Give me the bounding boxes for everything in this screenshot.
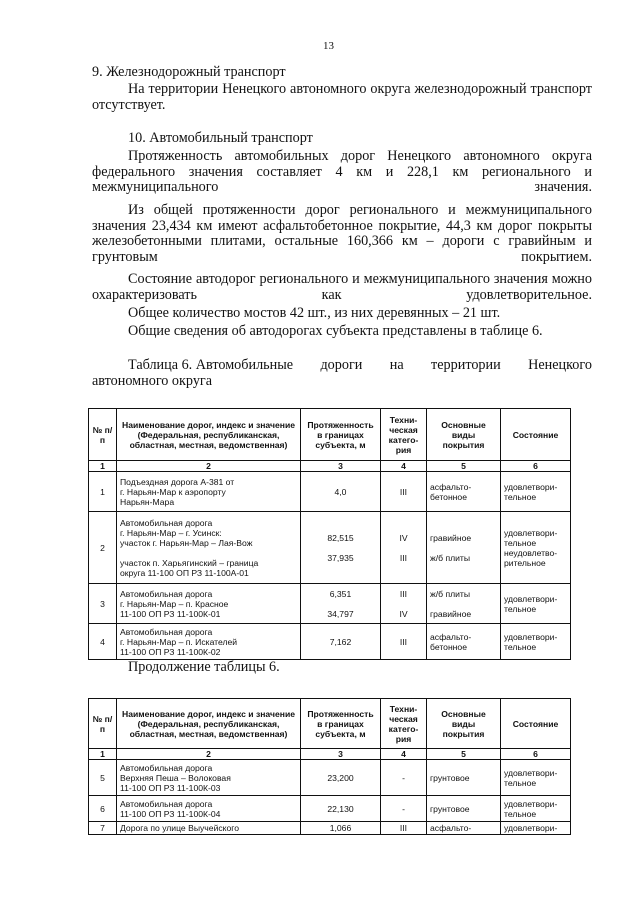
cell-num: 3 [89,584,117,624]
cell-name: Автомобильная дорога Верхняя Пеша – Волоковая 11-100 ОП РЗ 11-100К-03 [117,760,301,796]
section-heading-road: 10. Автомобильный транспорт [128,130,313,146]
cell-surface: асфальто- бетонное [427,624,501,660]
cell-condition: удовлетвори- тельное [501,624,571,660]
cell-condition: удовлетвори- тельное [501,760,571,796]
cell-num: 7 [89,822,117,835]
table-row [89,760,571,796]
cell-category: III IV [381,584,427,624]
table-row [89,584,571,624]
cell-category: III [381,822,427,835]
header-condition: Состояние [501,409,571,461]
cell-name: Автомобильная дорога г. Нарьян-Мар – г. Усинск: участок г. Нарьян-Мар – Лая-Вож участок п. Харьягинский – граница округа 11-100 ОП РЗ 11-100А-01 [117,512,301,584]
col-number: 4 [381,461,427,472]
paragraph-road-length: Протяженность автомобильных дорог Ненецкого автономного округа федерального значения составляет 4 км и 228,1 км регионального и межмуниципального значения. [92,148,592,196]
paragraph-railway: На территории Ненецкого автономного округа железнодорожный транспорт отсутствует. [92,81,592,113]
cell-name: Автомобильная дорога 11-100 ОП РЗ 11-100К-04 [117,796,301,822]
header-category: Техни- ческая катего- рия [381,699,427,749]
cell-category: - [381,796,427,822]
cell-num: 6 [89,796,117,822]
cell-category: IV III [381,512,427,584]
cell-length: 7,162 [301,624,381,660]
header-num: № п/п [89,409,117,461]
header-name: Наименование дорог, индекс и значение (Федеральная, республиканская, областная, местная, ведомственная) [117,699,301,749]
col-number: 3 [301,749,381,760]
header-surface: Основные виды покрытия [427,699,501,749]
section-heading-railway: 9. Железнодорожный транспорт [92,64,286,80]
table-row [89,624,571,660]
col-number: 5 [427,461,501,472]
cell-surface: асфальто- [427,822,501,835]
cell-length: 6,351 34,797 [301,584,381,624]
continuation-title: Продолжение таблицы 6. [128,659,280,675]
col-number: 1 [89,461,117,472]
column-number-row [89,461,571,472]
cell-length: 23,200 [301,760,381,796]
header-name: Наименование дорог, индекс и значение (Федеральная, республиканская, областная, местная, ведомственная) [117,409,301,461]
table-header-row [89,699,571,749]
cell-name: Подъездная дорога А-381 от г. Нарьян-Мар к аэропорту Нарьян-Мара [117,472,301,512]
cell-name: Дорога по улице Выучейского [117,822,301,835]
header-num: № п/п [89,699,117,749]
col-number: 6 [501,461,571,472]
roads-table-continued [88,698,571,835]
table-row [89,512,571,584]
col-number: 6 [501,749,571,760]
col-number: 2 [117,749,301,760]
table-row [89,796,571,822]
column-number-row [89,749,571,760]
table-row [89,822,571,835]
header-category: Техни- ческая катего- рия [381,409,427,461]
cell-category: - [381,760,427,796]
paragraph-table-ref: Общие сведения об автодорогах субъекта представлены в таблице 6. [128,323,543,339]
col-number: 2 [117,461,301,472]
cell-name: Автомобильная дорога г. Нарьян-Мар – п. Искателей 11-100 ОП РЗ 11-100К-02 [117,624,301,660]
cell-length: 82,515 37,935 [301,512,381,584]
cell-condition: удовлетвори- [501,822,571,835]
header-length: Протяженность в границах субъекта, м [301,699,381,749]
paragraph-road-condition: Состояние автодорог регионального и межмуниципального значения можно охарактеризовать как удовлетворительное. [92,271,592,303]
cell-surface: грунтовое [427,796,501,822]
cell-surface: грунтовое [427,760,501,796]
cell-category: III [381,472,427,512]
header-surface: Основные виды покрытия [427,409,501,461]
cell-condition: удовлетвори- тельное неудовлетво- рительное [501,512,571,584]
cell-length: 22,130 [301,796,381,822]
page-number: 13 [323,40,334,52]
cell-num: 2 [89,512,117,584]
cell-category: III [381,624,427,660]
cell-condition: удовлетвори- тельное [501,472,571,512]
col-number: 1 [89,749,117,760]
header-length: Протяженность в границах субъекта, м [301,409,381,461]
cell-length: 4,0 [301,472,381,512]
table-header-row [89,409,571,461]
cell-condition: удовлетвори- тельное [501,584,571,624]
col-number: 5 [427,749,501,760]
paragraph-bridges: Общее количество мостов 42 шт., из них деревянных – 21 шт. [128,305,501,321]
cell-num: 4 [89,624,117,660]
col-number: 4 [381,749,427,760]
cell-num: 5 [89,760,117,796]
col-number: 3 [301,461,381,472]
cell-length: 1,066 [301,822,381,835]
table-caption: Таблица 6. Автомобильные дороги на территории Ненецкого автономного округа [92,357,592,389]
cell-name: Автомобильная дорога г. Нарьян-Мар – п. Красное 11-100 ОП РЗ 11-100К-01 [117,584,301,624]
roads-table [88,408,571,660]
table-row [89,472,571,512]
cell-num: 1 [89,472,117,512]
cell-condition: удовлетвори- тельное [501,796,571,822]
cell-surface: асфальто- бетонное [427,472,501,512]
cell-surface: гравийное ж/б плиты [427,512,501,584]
header-condition: Состояние [501,699,571,749]
paragraph-road-surface: Из общей протяженности дорог регионального и межмуниципального значения 23,434 км имеют асфальтобетонное покрытие, 44,3 км дорог покрыты железобетонными плитами, остальные 160,366 км – дороги с гравийным и грунтовым покрытием. [92,202,592,266]
cell-surface: ж/б плиты гравийное [427,584,501,624]
